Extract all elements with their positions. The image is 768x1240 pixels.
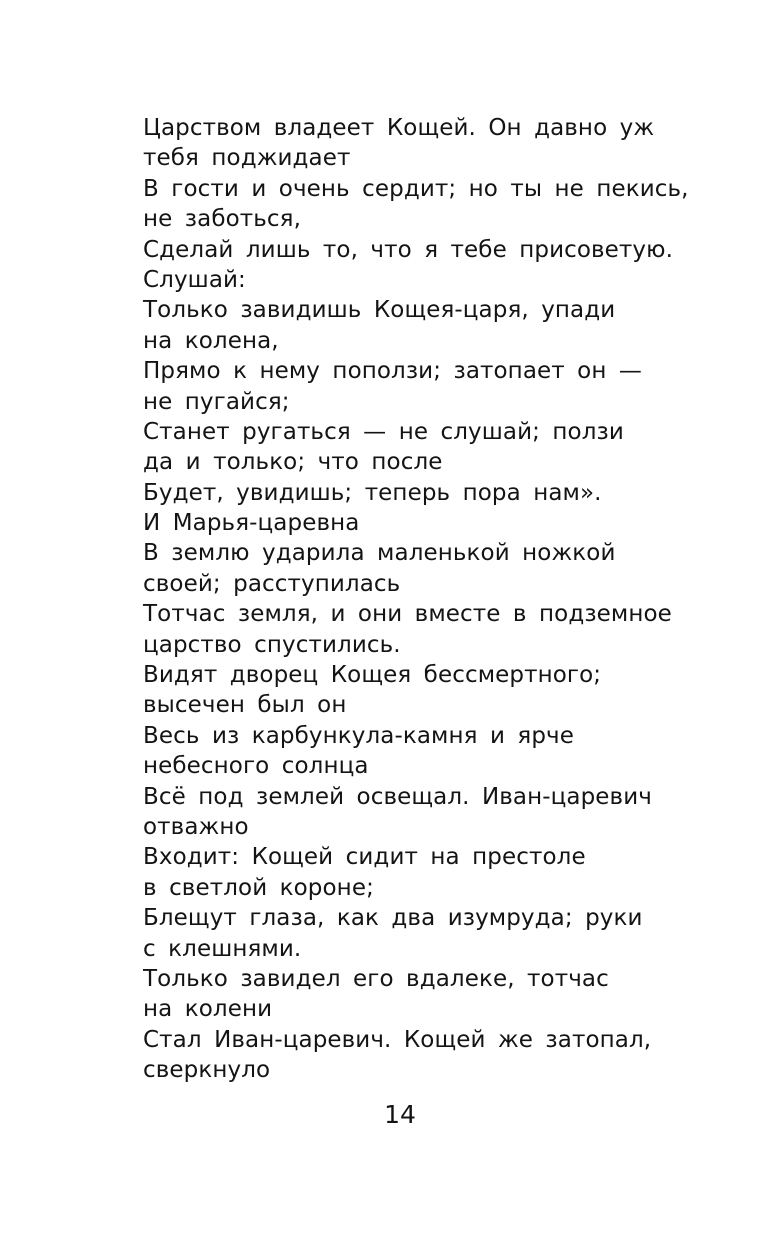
text-line: на колена, bbox=[143, 327, 279, 354]
page-number: 14 bbox=[384, 1100, 416, 1129]
text-line: Всё под землей освещал. Иван-царевич bbox=[143, 783, 652, 810]
text-line: не заботься, bbox=[143, 206, 302, 233]
text-line: Слушай: bbox=[143, 266, 246, 293]
text-line: Блещут глаза, как два изумруда; руки bbox=[143, 905, 643, 932]
text-line: сверкнуло bbox=[143, 1057, 271, 1084]
text-line: Видят дворец Кощея бессмертного; bbox=[143, 662, 602, 689]
text-line: тебя поджидает bbox=[143, 145, 351, 172]
poem-text bbox=[143, 113, 743, 1086]
text-line: Только завидишь Кощея-царя, упади bbox=[143, 297, 616, 324]
text-line: В землю ударила маленькой ножкой bbox=[143, 540, 616, 567]
text-line: на колени bbox=[143, 996, 273, 1023]
text-line: Весь из карбункула-камня и ярче bbox=[143, 722, 575, 749]
text-line: Будет, увидишь; теперь пора нам». bbox=[143, 479, 602, 506]
text-line: Только завидел его вдалеке, тотчас bbox=[143, 965, 609, 992]
text-line: своей; расступилась bbox=[143, 570, 401, 597]
text-line: Прямо к нему поползи; затопает он — bbox=[143, 358, 642, 385]
text-line: Станет ругаться — не слушай; ползи bbox=[143, 418, 624, 445]
text-line: высечен был он bbox=[143, 692, 347, 719]
text-line: В гости и очень сердит; но ты не пекись, bbox=[143, 175, 689, 202]
text-line: Сделай лишь то, что я тебе присоветую. bbox=[143, 236, 674, 263]
text-line: Стал Иван-царевич. Кощей же затопал, bbox=[143, 1026, 652, 1053]
text-line: Тотчас земля, и они вместе в подземное bbox=[143, 601, 672, 628]
text-line: да и только; что после bbox=[143, 449, 443, 476]
text-line: в светлой короне; bbox=[143, 874, 374, 901]
text-line: отважно bbox=[143, 813, 249, 840]
text-line: И Марья-царевна bbox=[143, 510, 360, 537]
text-line: Царством владеет Кощей. Он давно уж bbox=[143, 115, 655, 141]
text-line: с клешнями. bbox=[143, 935, 302, 962]
text-line: не пугайся; bbox=[143, 388, 290, 415]
text-line: небесного солнца bbox=[143, 753, 369, 780]
text-line: Входит: Кощей сидит на престоле bbox=[143, 844, 586, 871]
text-line: царство спустились. bbox=[143, 631, 401, 658]
